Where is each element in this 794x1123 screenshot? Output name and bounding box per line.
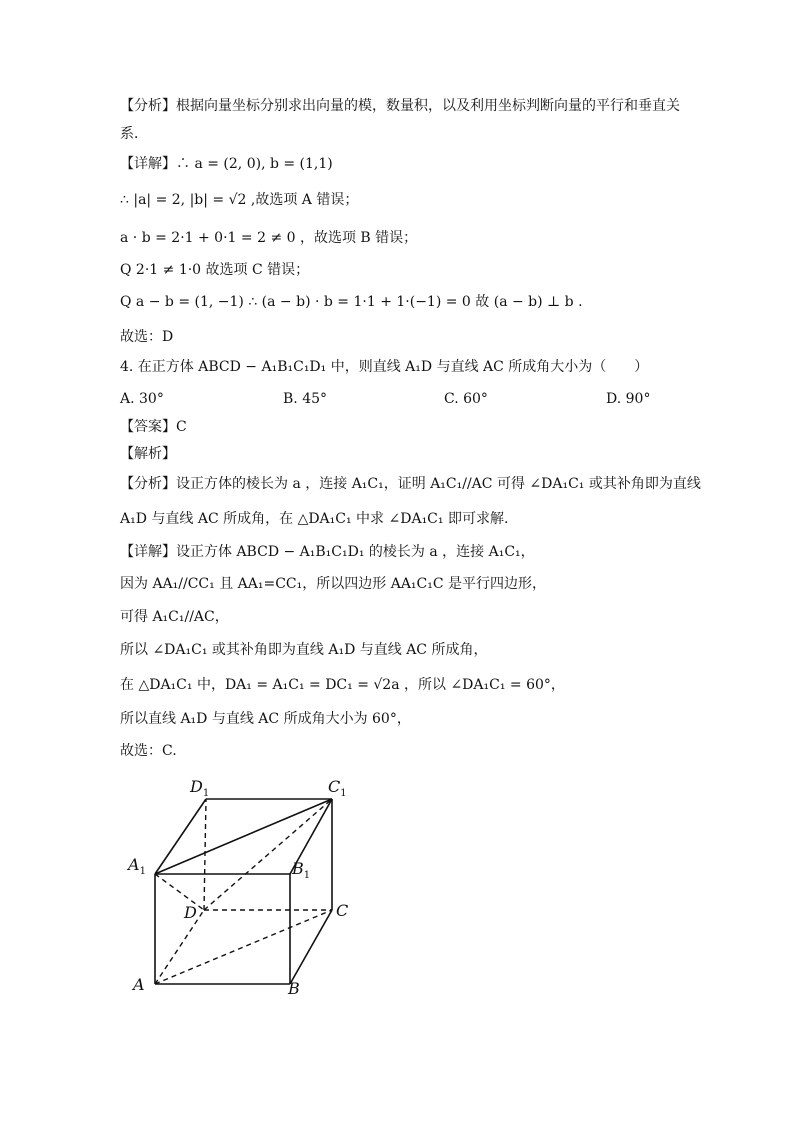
label-d: D [184, 903, 197, 922]
question-4: 4. 在正方体 ABCD − A₁B₁C₁D₁ 中，则直线 A₁D 与直线 AC 所成角大小为（ ） [120, 359, 649, 375]
detail-line-5: Q a − b = (1, −1) ∴ (a − b) · b = 1·1 + 1·(−1) = 0 故 (a − b) ⊥ b . [120, 294, 583, 310]
solution-analysis-2: A₁D 与直线 AC 所成角，在 △DA₁C₁ 中求 ∠DA₁C₁ 即可求解. [120, 511, 509, 527]
solution-detail-6: 所以直线 A₁D 与直线 AC 所成角大小为 60°， [120, 711, 411, 727]
solution-analysis-1: 【分析】设正方体的棱长为 a ，连接 A₁C₁，证明 A₁C₁//AC 可得 ∠DA₁C₁ 或其补角即为直线 [120, 476, 701, 492]
option-c: C. 60° [444, 391, 488, 407]
diagonal-a1-c1 [155, 799, 332, 874]
analysis-line-1: 【分析】根据向量坐标分别求出向量的模，数量积，以及利用坐标判断向量的平行和垂直关 [120, 98, 680, 114]
label-c: C [336, 901, 349, 920]
label-d1: $D_1$ [190, 777, 210, 799]
cube-figure [120, 770, 380, 1000]
solution-detail-5: 在 △DA₁C₁ 中，DA₁ = A₁C₁ = DC₁ = √2a ，所以 ∠DA₁C₁ = 60°， [120, 677, 565, 693]
solution-detail-2: 因为 AA₁//CC₁ 且 AA₁=CC₁，所以四边形 AA₁C₁C 是平行四边形， [120, 576, 547, 592]
analysis-line-2: 系． [120, 126, 148, 142]
detail-line-2: ∴ |a| = 2, |b| = √2 ,故选项 A 错误； [120, 192, 359, 208]
detail-line-4: Q 2·1 ≠ 1·0 故选项 C 错误； [120, 262, 310, 278]
option-b: B. 45° [283, 391, 328, 407]
solution-heading: 【解析】 [120, 446, 176, 462]
solution-detail-1: 【详解】设正方体 ABCD − A₁B₁C₁D₁ 的棱长为 a ，连接 A₁C₁， [120, 544, 535, 560]
answer-choice-line: 故选：D [120, 329, 174, 345]
option-a: A. 30° [120, 391, 164, 407]
detail-line-1: 【详解】∴ a = (2, 0), b = (1,1) [120, 156, 333, 172]
label-a: A [133, 975, 145, 994]
solution-choice: 故选：C. [120, 743, 177, 759]
detail-line-3: a · b = 2·1 + 0·1 = 2 ≠ 0 ，故选项 B 错误； [120, 230, 418, 246]
solution-detail-4: 所以 ∠DA₁C₁ 或其补角即为直线 A₁D 与直线 AC 所成角， [120, 642, 488, 658]
label-a1: $A_1$ [128, 855, 146, 877]
option-d: D. 90° [606, 391, 651, 407]
solution-detail-3: 可得 A₁C₁//AC， [120, 609, 229, 625]
diagonal-a-c-hidden [155, 910, 332, 984]
edge-d-d1-hidden [204, 799, 206, 910]
label-b: B [288, 979, 300, 998]
label-b1: $B_1$ [292, 859, 311, 881]
diagonal-d-c1-hidden [204, 799, 332, 910]
answer-line: 【答案】C [120, 419, 187, 435]
edge-b-c [290, 910, 332, 984]
label-c1: $C_1$ [328, 777, 347, 799]
